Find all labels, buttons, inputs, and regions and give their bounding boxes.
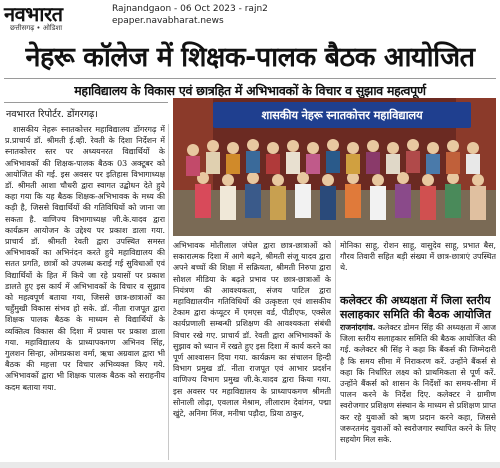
logo-text: नवभारत <box>4 2 63 26</box>
photo-banner-text: शासकीय नेहरू स्नातकोत्तर महाविद्यालय <box>261 108 423 122</box>
event-photo <box>173 98 496 236</box>
side-story-headline: कलेक्टर की अध्यक्षता में जिला स्तरीय सलाहकार समिति की बैठक आयोजित <box>340 294 491 321</box>
logo-subtitle: छत्तीसगढ़ • ओडिशा <box>10 24 63 32</box>
article-column-right <box>340 240 496 292</box>
article-subheadline: महाविद्यालय के विकास एवं छात्रहित में अभिभावकों के विचार व सुझाव महत्वपूर्ण <box>74 83 426 98</box>
masthead <box>0 0 500 34</box>
article-paragraph: शासकीय नेहरू स्नातकोत्तर महाविद्यालय डोंगरगढ़ में प्र.प्राचार्य डॉ. श्रीमती ई.व्ही. रेवती के दिशा निर्देशन में स्नातकोत्तर स्तर पर अध्ययनरत विद्यार्थियों के अभिभावकों की शिक्षक-पालक बैठक 03 अक्टूबर को आयोजित की गई. इस अवसर पर इतिहास विभागाध्यक्ष डॉ. श्रीमती आशा चौधरी द्वारा स्वागत उद्बोधन देते हुये कहा गया कि यह बैठक शिक्षक-अभिभावक के मध्य की कड़ी है, जिससे विद्यार्थियों की गतिविधियों को जाना जा सकता है. वाणिज्य विभागाध्यक्ष जी.के.यादव द्वारा कार्यक्रम आयोजन के उद्देश्य पर प्रकाश डाला गया. प्राचार्य डॉ. श्रीमती रेवती द्वारा उपस्थित समस्त अभिभावकों का अभिनंदन करते हुये महाविद्यालय की सतत प्रगति, छात्रों को उपलब्ध कराई गई सुविधाओं एवं विद्यार्थियों के हित में किये जा रहे प्रयासों पर प्रकाश डालते हुए इस कार्य में अभिभावकों के विचार व सुझाव को महत्वपूर्ण बताया गया, जिससे छात्र-छात्राओं का चहुँमुखी विकास संभव हो सके. डॉ. नीता राजपूत द्वारा शिक्षक पालक बैठक के माध्यम से विद्यार्थियों के व्यक्तित्व विकास की दिशा में प्रयास पर प्रकाश डाला गया. महाविद्यालय के प्राध्यापकगण अभिनव सिंह, गुलशन सिन्हा, ओमप्रकाश वर्मा, ऋचा अग्रवाल द्वारा भी बैठक की महत्ता पर विचार अभिव्यक्त किए गये. अभिभावकों द्वारा भी शिक्षक पालक बैठक को सराहनीय कदम बताया गया. <box>5 125 165 392</box>
divider <box>4 102 168 103</box>
epaper-link[interactable]: epaper.navabharat.news <box>112 16 224 26</box>
article-column-middle <box>173 240 331 458</box>
column-divider <box>335 240 336 460</box>
side-story-text: कलेक्टर डोमन सिंह की अध्यक्षता में आज जिला स्तरीय सलाहकार समिति की बैठक आयोजित की गई. कलेक्टर श्री सिंह ने कहा कि बैंकर्स की जिम्मेदारी है कि समय सीमा में निराकरण करें. उन्होंने बैंकर्स से कहा कि निर्धारित लक्ष्य को प्राथमिकता से पूर्ण करें. उन्होंने बैंकर्स को शासन के निर्देशों का समय-सीमा में पालन करने के निर्देश दिए. कलेक्टर ने ग्रामीण स्वरोजगार प्रशिक्षण संस्थान के माध्यम से प्रशिक्षण प्राप्त कर रहे युवाओं को ऋण प्रदान करने कहा, जिससे जरूरतमंद युवाओं को स्वरोजगार स्थापित करने के लिए सहयोग मिल सके. <box>340 323 496 445</box>
article-headline: नेहरू कॉलेज में शिक्षक-पालक बैठक आयोजित <box>25 42 475 73</box>
newspaper-logo[interactable] <box>4 2 100 32</box>
column-divider <box>168 124 169 460</box>
article-byline: नवभारत रिपोर्टर. डोंगरगढ़। <box>6 109 99 120</box>
side-story-dateline: राजनांदगांव. <box>340 323 376 332</box>
page-footer-strip <box>0 462 500 468</box>
side-story-body <box>340 322 496 458</box>
side-story-paragraph <box>340 322 496 445</box>
edition-line: Rajnandgaon - 06 Oct 2023 - rajn2 <box>112 4 268 14</box>
article-column-left <box>5 124 165 458</box>
article-paragraph: मोनिका साहू, रोशन साहू, वासुदेव साहू, प्रभात बैस, गौरव तिवारी सहित बड़ी संख्या में छात्र-छात्राएं उपस्थित थे. <box>340 241 496 273</box>
divider <box>4 78 496 79</box>
article-paragraph: अभिभावक मोतीलाल जंघेल द्वारा छात्र-छात्राओं को सकारात्मक दिशा में आगे बढ़ने, श्रीमती संजू यादव द्वारा अपने बच्चों की शिक्षा में सक्रियता, श्रीमती निरुपा द्वारा सोशल मीडिया के बढ़ते प्रभाव पर छात्र-छात्राओं के नियंत्रण की आवश्यकता, संजय पाटिल द्वारा महाविद्यालयीन गतिविधियों की उत्कृष्टता एवं शासकीय टेकाम द्वारा कंप्यूटर में एमएस वर्ड, पीडीएफ, एक्सेल कार्यप्रणाली सम्बन्धी प्रशिक्षण की आवश्यकता संबंधी विचार रखे गए. प्राचार्य डॉ. रेवती द्वारा अभिभावकों के सुझाव को ध्यान में रखते हुए इस दिशा में कार्य करने का पूर्ण आश्वासन दिया गया. कार्यक्रम का संचालन हिन्दी विभाग प्रमुख डॉ. नीता राजपूत एवं आभार प्रदर्शन वाणिज्य विभाग प्रमुख जी.के.यादव द्वारा किया गया. इस अवसर पर महाविद्यालय के प्राध्यापकगण श्रीमती सोनाली लोढ़ा, एवलाल मेश्राम, लीलाराम देवांगन, पद्मा खुंटे, अनिमा मिंज, मनीषा पड़ौदा, प्रिया ठाकुर, <box>173 241 331 419</box>
